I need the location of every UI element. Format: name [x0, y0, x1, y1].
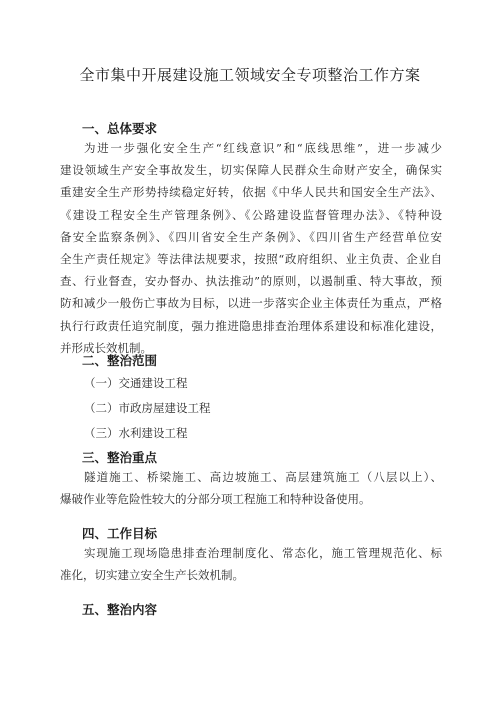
paragraph-line: 爆破作业等危险性较大的分部分项工程施工和特种设备使用。 — [60, 492, 371, 507]
paragraph-line: 重建安全生产形势持续稳定好转，依据《中华人民共和国安全生产法》、 — [60, 185, 442, 200]
section-heading-focus: 三、整治重点 — [82, 450, 158, 465]
paragraph-line: 准化，切实建立安全生产长效机制。 — [60, 568, 244, 583]
scope-item-transport: （一）交通建设工程 — [84, 376, 188, 390]
paragraph-line: 隧道施工、桥梁施工、高边坡施工、高层建筑施工（八层以上）、 — [84, 470, 442, 484]
paragraph-line: 备安全监察条例》、《四川省安全生产条例》、《四川省生产经营单位安 — [60, 229, 442, 244]
paragraph-line: 查、行业督查，安办督办、执法推动”的原则，以遏制重、特大事故，预 — [60, 274, 442, 289]
paragraph-line: 实现施工现场隐患排查治理制度化、常态化，施工管理规范化、标 — [84, 546, 442, 560]
paragraph-line: 并形成长效机制。 — [60, 340, 152, 355]
paragraph-line: 《建设工程安全生产管理条例》、《公路建设监督管理办法》、《特种设 — [60, 207, 442, 222]
scope-item-water-conservancy: （三）水利建设工程 — [84, 426, 188, 440]
section-body-general-requirements — [60, 137, 442, 359]
scope-item-municipal-housing: （二）市政房屋建设工程 — [84, 401, 211, 415]
section-heading-general-requirements: 一、总体要求 — [82, 121, 158, 136]
paragraph-line: 防和减少一般伤亡事故为目标，以进一步落实企业主体责任为重点，严格 — [60, 296, 442, 311]
section-body-focus — [60, 466, 442, 510]
section-heading-goals: 四、工作目标 — [82, 526, 158, 541]
section-heading-scope: 二、整治范围 — [82, 353, 158, 368]
paragraph-line: 建设领域生产安全事故发生，切实保障人民群众生命财产安全，确保实 — [60, 163, 442, 178]
paragraph-line: 为进一步强化安全生产“红线意识”和“底线思维”，进一步减少 — [84, 141, 442, 155]
paragraph-line: 全生产责任规定》等法律法规要求，按照“政府组织、业主负责、企业自 — [60, 251, 442, 266]
section-body-goals — [60, 542, 442, 586]
document-title: 全市集中开展建设施工领域安全专项整治工作方案 — [79, 66, 421, 84]
section-heading-content: 五、整治内容 — [82, 602, 158, 617]
paragraph-line: 执行行政责任追究制度，强力推进隐患排查治理体系建设和标准化建设， — [60, 318, 442, 333]
